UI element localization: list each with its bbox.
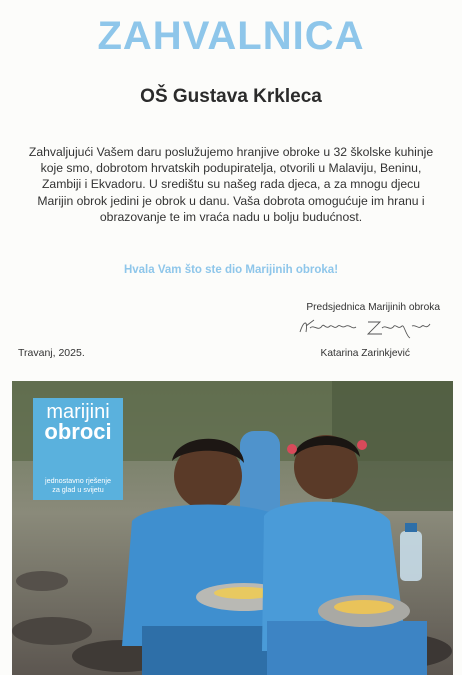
recipient-name: OŠ Gustava Krkleca [140,86,322,107]
logo-tagline-2: za glad u svijetu [52,485,104,494]
logo-tagline-1: jednostavno rješenje [45,476,111,485]
marijini-obroci-logo [33,398,123,500]
logo-line1: marijini [46,401,110,423]
thanks-message: Hvala Vam što ste dio Marijinih obroka! [123,264,339,276]
signatory-role: Predsjednica Marijinih obroka [306,302,440,313]
certificate-body: Zahvaljujući Vašem daru poslužujemo hranjive obroke u 32 školske kuhinje koje smo, dobrotom hrvatskih podupiratelja, otvorili u Malaviju, Beninu, Zambiji i Ekvadoru. U središtu su našeg rada djeca, a za mnogu djecu Marijin obrok jedini je obrok u danu. Vaša dobrota omogućuje im hranu i obrazovanje te im vraća nadu u bolju budućnost. [28,145,434,224]
logo-tagline [33,476,123,494]
certificate-title: ZAHVALNICA [97,14,365,58]
signatory-name: Katarina Zarinkjević [320,348,410,359]
handwritten-signature [296,314,436,340]
certificate-date: Travanj, 2025. [18,347,85,359]
logo-line2: obroci [44,419,112,444]
